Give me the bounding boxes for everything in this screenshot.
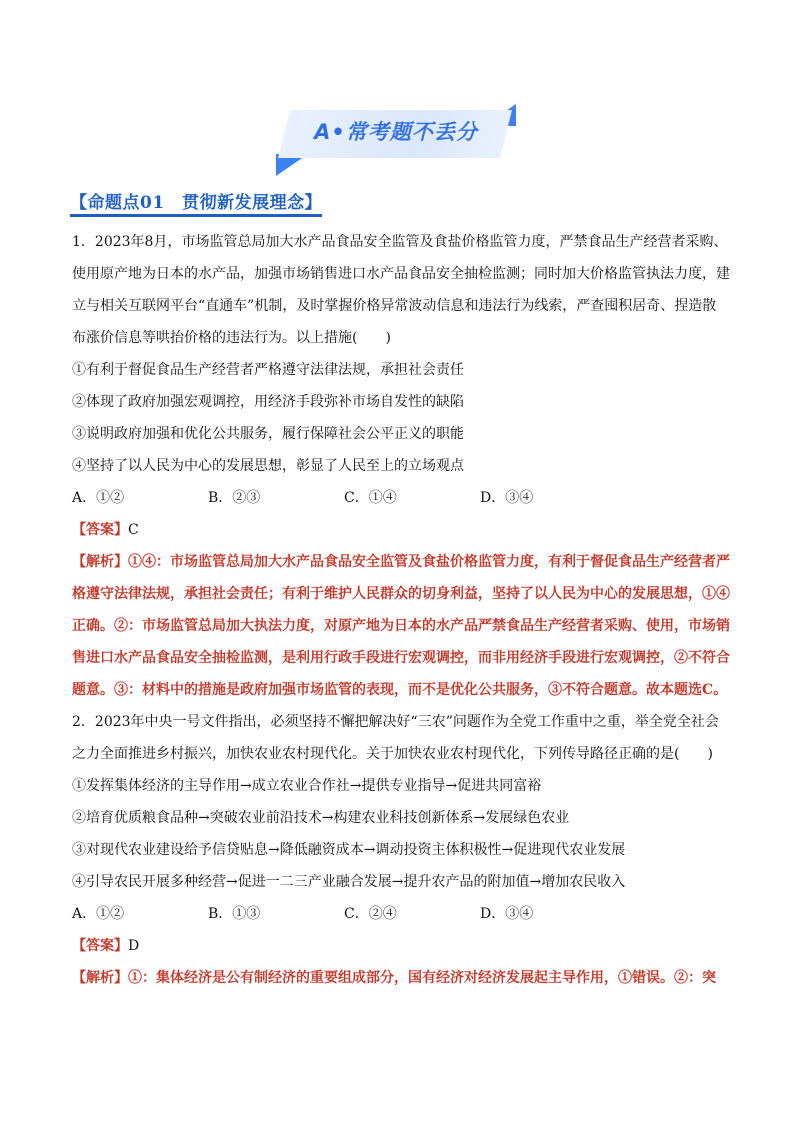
banner-title: A•常考题不丢分 — [314, 120, 478, 144]
q1-answer-value: C — [128, 522, 139, 538]
q2-item-1: ①发挥集体经济的主导作用→成立农业合作社→提供专业指导→促进共同富裕 — [72, 778, 542, 794]
q1-item-3: ③说明政府加强和优化公共服务，履行保障社会公平正义的职能 — [72, 426, 464, 442]
q2-explain-text: ①：集体经济是公有制经济的重要组成部分，国有经济对经济发展起主导作用，①错误。②：突 — [128, 970, 716, 986]
q2-option-b: B．①③ — [208, 906, 261, 922]
q2-option-a: A．①② — [72, 906, 125, 922]
q1-option-c: C．①④ — [344, 490, 397, 506]
q2-answer-value: D — [128, 938, 140, 954]
q1-option-b: B．②③ — [208, 490, 261, 506]
q2-answer — [72, 930, 730, 962]
header-banner — [276, 104, 516, 176]
section-title: 【命题点01 贯彻新发展理念】 — [70, 188, 322, 217]
q2-option-d: D．③④ — [480, 906, 534, 922]
q1-item-2: ②体现了政府加强宏观调控，用经济手段弥补市场自发性的缺陷 — [72, 394, 464, 410]
q2-item-2: ②培育优质粮食品种→突破农业前沿技术→构建农业科技创新体系→发展绿色农业 — [72, 810, 570, 826]
q1-option-a: A．①② — [72, 490, 125, 506]
q1-answer — [72, 514, 730, 546]
q1-item-4: ④坚持了以人民为中心的发展思想，彰显了人民至上的立场观点 — [72, 458, 464, 474]
q1-answer-tag: 【答案】 — [72, 522, 128, 538]
q1-explanation — [72, 546, 730, 706]
q1-stem: 1．2023年8月，市场监管总局加大水产品食品安全监管及食盐价格监管力度，严禁食品生产经营者采购、使用原产地为日本的水产品，加强市场销售进口水产品食品安全抽检监测；同时加大价格监管执法力度，建立与相关互联网平台“直通车”机制，及时掌握价格异常波动信息和违法行为线索，严查囤积居奇、捏造散布涨价信息等哄抬价格的违法行为。以上措施( ) — [72, 234, 730, 346]
q2-stem: 2．2023年中央一号文件指出，必须坚持不懈把解决好“三农”问题作为全党工作重中之重，举全党全社会之力全面推进乡村振兴，加快农业农村现代化。关于加快农业农村现代化，下列传导路径正确的是( ) — [72, 714, 719, 762]
q1-options — [72, 482, 730, 514]
document-body — [72, 226, 730, 994]
q2-explain-tag: 【解析】 — [72, 970, 128, 986]
q2-item-3: ③对现代农业建设给予信贷贴息→降低融资成本→调动投资主体积极性→促进现代农业发展 — [72, 842, 626, 858]
q1-explain-tag: 【解析】 — [72, 554, 128, 570]
q2-explanation — [72, 962, 730, 994]
q1-explain-text: ①④：市场监管总局加大水产品食品安全监管及食盐价格监管力度，有利于督促食品生产经营者严格遵守法律法规，承担社会责任；有利于维护人民群众的切身利益，坚持了以人民为中心的发展思想，①④正确。②：市场监管总局加大执法力度，对原产地为日本的水产品严禁食品生产经营者采购、使用，市场销售进口水产品食品安全抽检监测，是利用行政手段进行宏观调控，而非用经济手段进行宏观调控，②不符合题意。③：材料中的措施是政府加强市场监管的表现，而不是优化公共服务，③不符合题意。故本题选C。 — [72, 554, 730, 698]
q2-options — [72, 898, 730, 930]
q2-item-4: ④引导农民开展多种经营→促进一二三产业融合发展→提升农产品的附加值→增加农民收入 — [72, 874, 626, 890]
q1-option-d: D．③④ — [480, 490, 534, 506]
q2-answer-tag: 【答案】 — [72, 938, 128, 954]
q2-option-c: C．②④ — [344, 906, 397, 922]
q1-item-1: ①有利于督促食品生产经营者严格遵守法律法规，承担社会责任 — [72, 362, 464, 378]
